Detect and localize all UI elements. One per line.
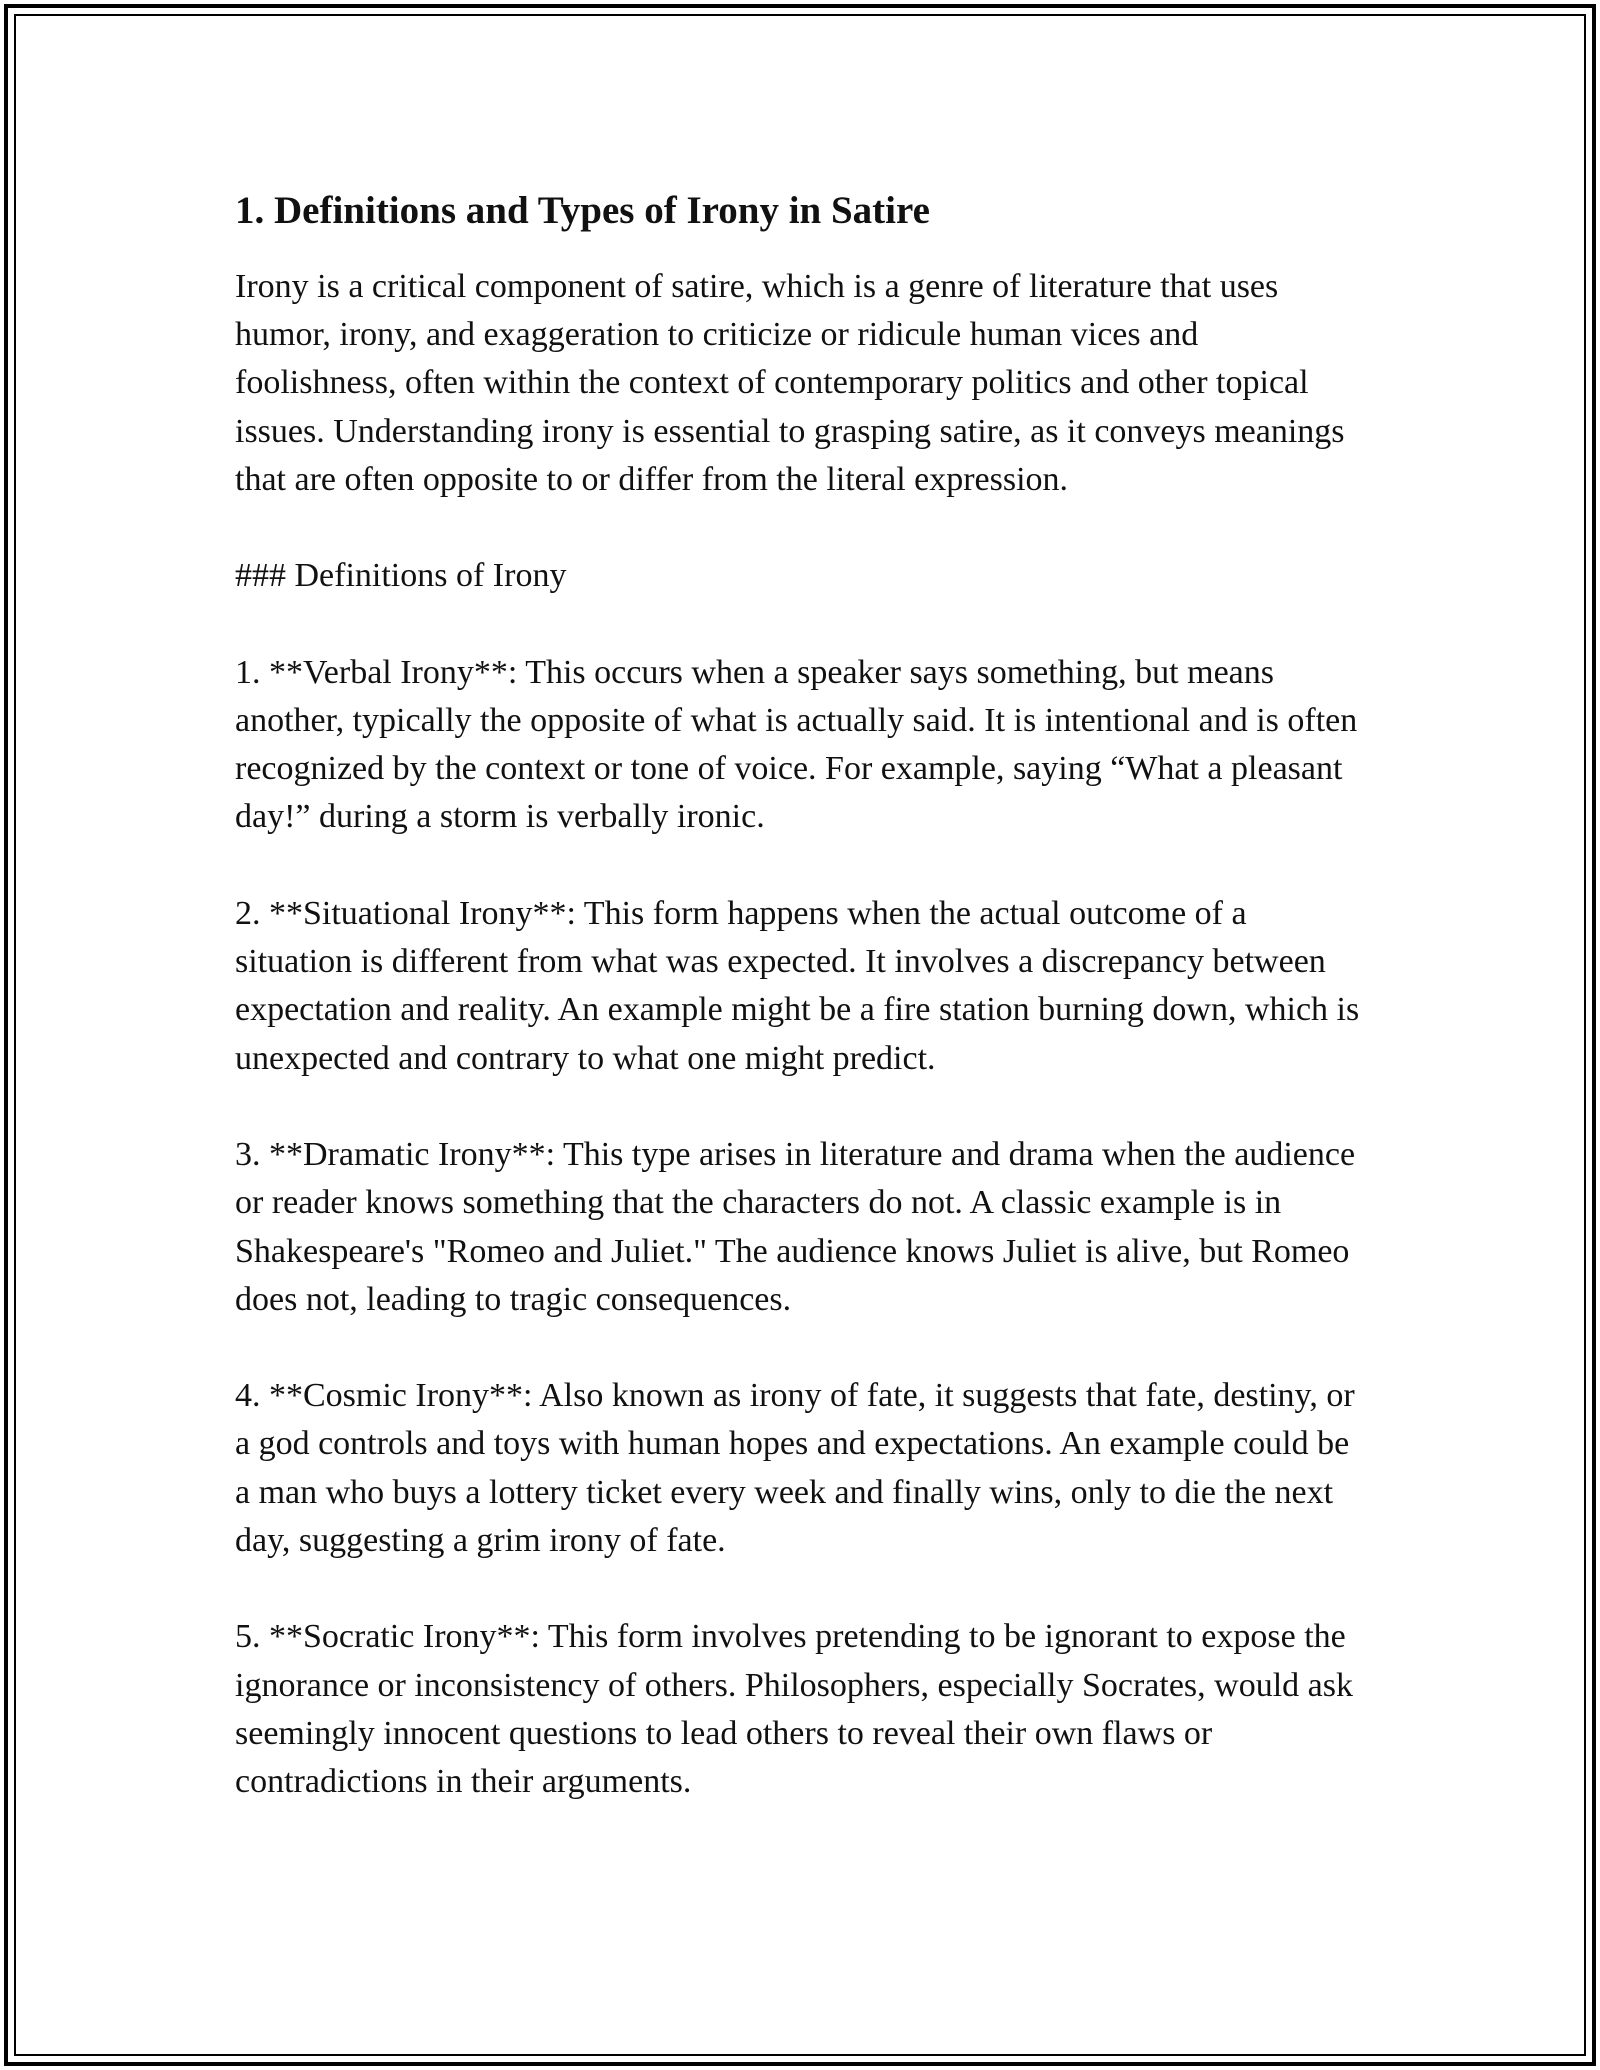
document-body bbox=[235, 180, 1365, 1807]
list-item-verbal-irony: 1. **Verbal Irony**: This occurs when a speaker says something, but means another, typically the opposite of what is actually said. It is intentional and is often recognized by the context or tone of voice. For example, saying “What a pleasant day!” during a storm is verbally ironic. bbox=[235, 653, 1358, 836]
intro-paragraph: Irony is a critical component of satire, which is a genre of literature that uses humor, irony, and exaggeration to criticize or ridicule human vices and foolishness, often within the context of contemporary politics and other topical issues. Understanding irony is essential to grasping satire, as it conveys meanings that are often opposite to or differ from the literal expression. bbox=[235, 267, 1345, 498]
list-item-dramatic-irony: 3. **Dramatic Irony**: This type arises in literature and drama when the audience or reader knows something that the characters do not. A classic example is in Shakespeare's "Romeo and Juliet." The audience knows Juliet is alive, but Romeo does not, leading to tragic consequences. bbox=[235, 1135, 1356, 1318]
list-item-situational-irony: 2. **Situational Irony**: This form happens when the actual outcome of a situation is different from what was expected. It involves a discrepancy between expectation and reality. An example might be a fire station burning down, which is unexpected and contrary to what one might predict. bbox=[235, 894, 1360, 1077]
section-title: 1. Definitions and Types of Irony in Satire bbox=[235, 189, 930, 232]
list-item-socratic-irony: 5. **Socratic Irony**: This form involves pretending to be ignorant to expose the ignorance or inconsistency of others. Philosophers, especially Socrates, would ask seemingly innocent questions to lead others to reveal their own flaws or contradictions in their arguments. bbox=[235, 1618, 1353, 1801]
list-item-cosmic-irony: 4. **Cosmic Irony**: Also known as irony of fate, it suggests that fate, destiny, or a god controls and toys with human hopes and expectations. An example could be a man who buys a lottery ticket every week and finally wins, only to die the next day, suggesting a grim irony of fate. bbox=[235, 1377, 1355, 1560]
subheading-definitions: ### Definitions of Irony bbox=[235, 557, 567, 595]
